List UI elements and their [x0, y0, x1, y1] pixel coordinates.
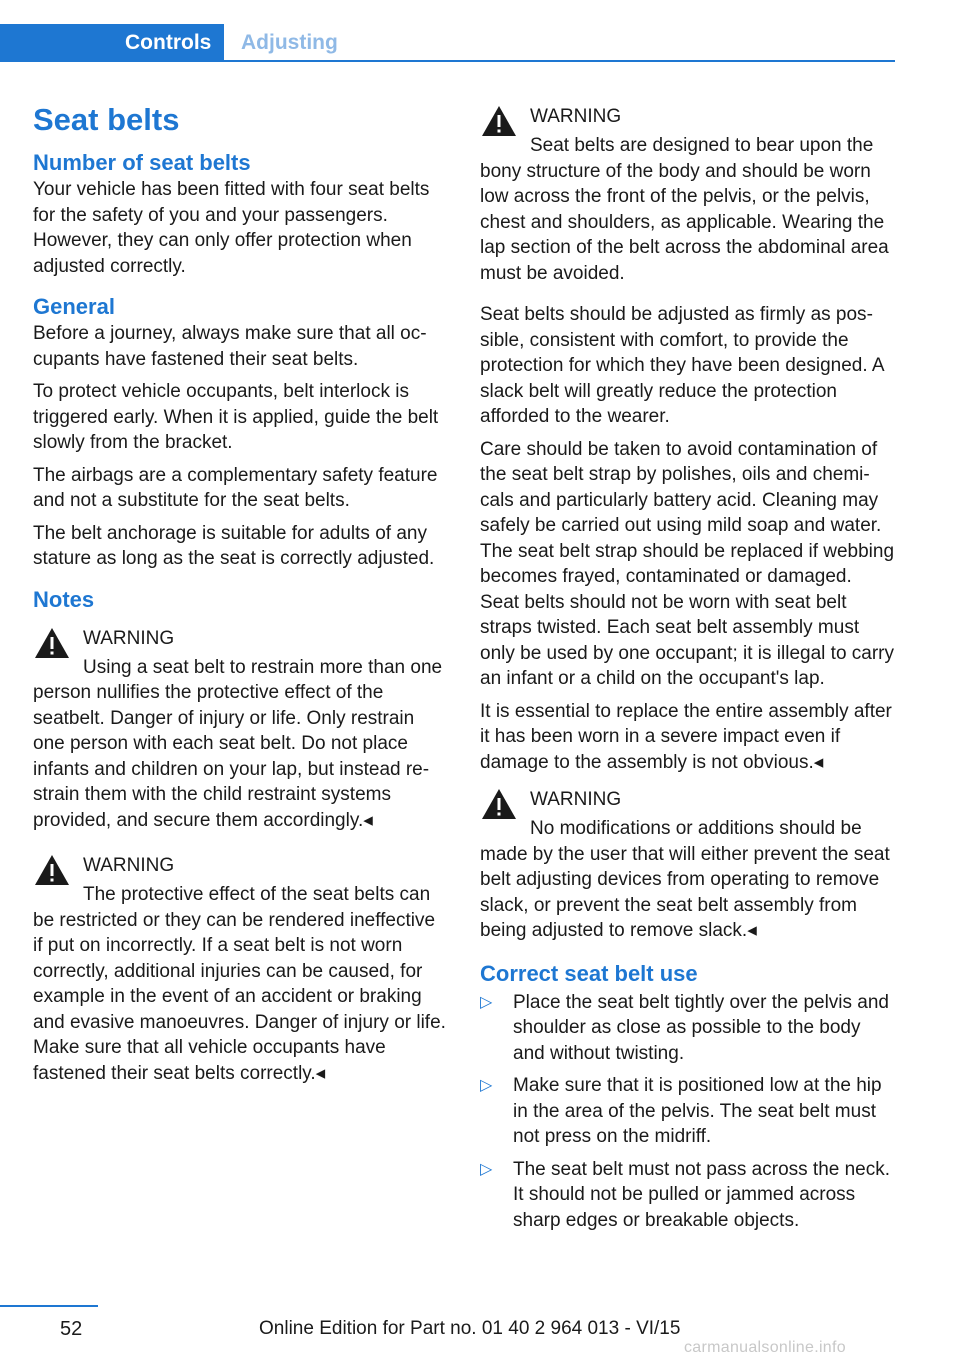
- page-number: 52: [60, 1318, 83, 1340]
- warning-block-2: [33, 849, 449, 1086]
- warning-text: No modifications or additions should be made by the user that will either prevent the seat belt adjusting devices from operating to remove slack, or prevent the seat belt assembly from being adjusted to remove slack.◂: [480, 818, 890, 941]
- warning-title: WARNING: [530, 789, 622, 810]
- warning-triangle-icon: [33, 626, 71, 660]
- tab-controls[interactable]: Controls: [0, 24, 224, 62]
- heading-correct-seat-belt-use: Correct seat belt use: [480, 960, 698, 986]
- warning-block-3: [480, 100, 896, 286]
- paragraph-number: Your vehicle has been fitted with four seat belts for the safety of you and your passengers. However, they can only offer protection when adjusted correctly.: [33, 179, 430, 277]
- warning-block-4: [480, 783, 896, 944]
- bullet-arrow-icon: ▷: [480, 1160, 493, 1178]
- paragraph-general-4: The belt anchorage is suitable for adults of any stature as long as the seat is correctly adjusted.: [33, 522, 435, 569]
- chapter-header: [0, 24, 895, 62]
- left-column: [33, 100, 449, 1102]
- warning-triangle-icon: [480, 787, 518, 821]
- bullet-list: [480, 990, 896, 1234]
- warning-title: WARNING: [83, 855, 175, 876]
- list-item: ▷ The seat belt must not pass across the neck. It should not be pulled or jammed across sharp edges or breakable objects.: [480, 1158, 891, 1231]
- warning-triangle-icon: [33, 853, 71, 887]
- footer-rule: [0, 1305, 98, 1307]
- bullet-arrow-icon: ▷: [480, 993, 493, 1011]
- warning-text: Seat belts are designed to bear upon the bony structure of the body and should be worn low across the front of the pelvis, or the pelvis, chest and shoulders, as applicable. Wearing the lap section of the belt across the abdominal area must be avoided.: [480, 135, 889, 284]
- paragraph-care: Care should be taken to avoid contamination of the seat belt strap by polishes, oils and chemicals and particularly battery acid. Cleaning may safely be carried out using mild soap and water. The seat belt strap should be replaced if webbing becomes frayed, contaminated or damaged. Seat belts should not be worn with seat belt straps twisted. Each seat belt assembly must only be used by one occupant; it is illegal to carry an infant or a child on the occupant's lap.: [480, 438, 895, 689]
- paragraph-adjust: Seat belts should be adjusted as firmly as possible, consistent with comfort, to provide the protection for which they have been designed. A slack belt will greatly reduce the protection afforded to the wearer.: [480, 304, 884, 427]
- warning-triangle-icon: [480, 104, 518, 138]
- list-item: ▷ Make sure that it is positioned low at the hip in the area of the pelvis. The seat belt must not press on the midriff.: [480, 1075, 882, 1147]
- bullet-arrow-icon: ▷: [480, 1077, 493, 1094]
- paragraph-general-2: To protect vehicle occupants, belt interlock is triggered early. When it is applied, guide the belt slowly from the bracket.: [33, 381, 439, 453]
- edition-text: Online Edition for Part no. 01 40 2 964 013 - VI/15: [259, 1318, 681, 1339]
- right-column: [480, 100, 896, 1240]
- list-item: ▷ Place the seat belt tightly over the pelvis and shoulder as close as possible to the body and without twisting.: [480, 991, 890, 1064]
- tab-adjusting[interactable]: Adjusting: [241, 31, 338, 54]
- warning-title: WARNING: [83, 627, 175, 649]
- heading-number-of-seat-belts: Number of seat belts: [33, 150, 251, 175]
- heading-general: General: [33, 294, 115, 319]
- heading-notes: Notes: [33, 586, 95, 612]
- warning-text: The protective effect of the seat belts can be restricted or they can be rendered ineffective if put on incorrectly. If a seat belt is not worn correctly, additional injuries can be caused, for example in the event of an accident or braking and evasive manoeuvres. Danger of injury or life. Make sure that all vehicle occupants have fastened their seat belts correctly.◂: [33, 884, 446, 1084]
- page-title: Seat belts: [33, 102, 180, 137]
- warning-title: WARNING: [530, 106, 622, 127]
- paragraph-general-3: The airbags are a complementary safety feature and not a substitute for the seat belts.: [33, 464, 438, 511]
- paragraph-general-1: Before a journey, always make sure that all occupants have fastened their seat belts.: [33, 323, 427, 370]
- warning-block-1: [33, 622, 449, 834]
- warning-text: Using a seat belt to restrain more than one person nullifies the protective effect of the seatbelt. Danger of injury or life. Only restrain one person with each seat belt. Do not place infants and children on your lap, but instead restrain them with the child restraint systems provided, and secure them accordingly.◂: [33, 656, 443, 831]
- watermark: carmanualsonline.info: [684, 1339, 846, 1356]
- paragraph-replace: It is essential to replace the entire assembly after it has been worn in a severe impact even if damage to the assembly is not obvious.◂: [480, 700, 892, 773]
